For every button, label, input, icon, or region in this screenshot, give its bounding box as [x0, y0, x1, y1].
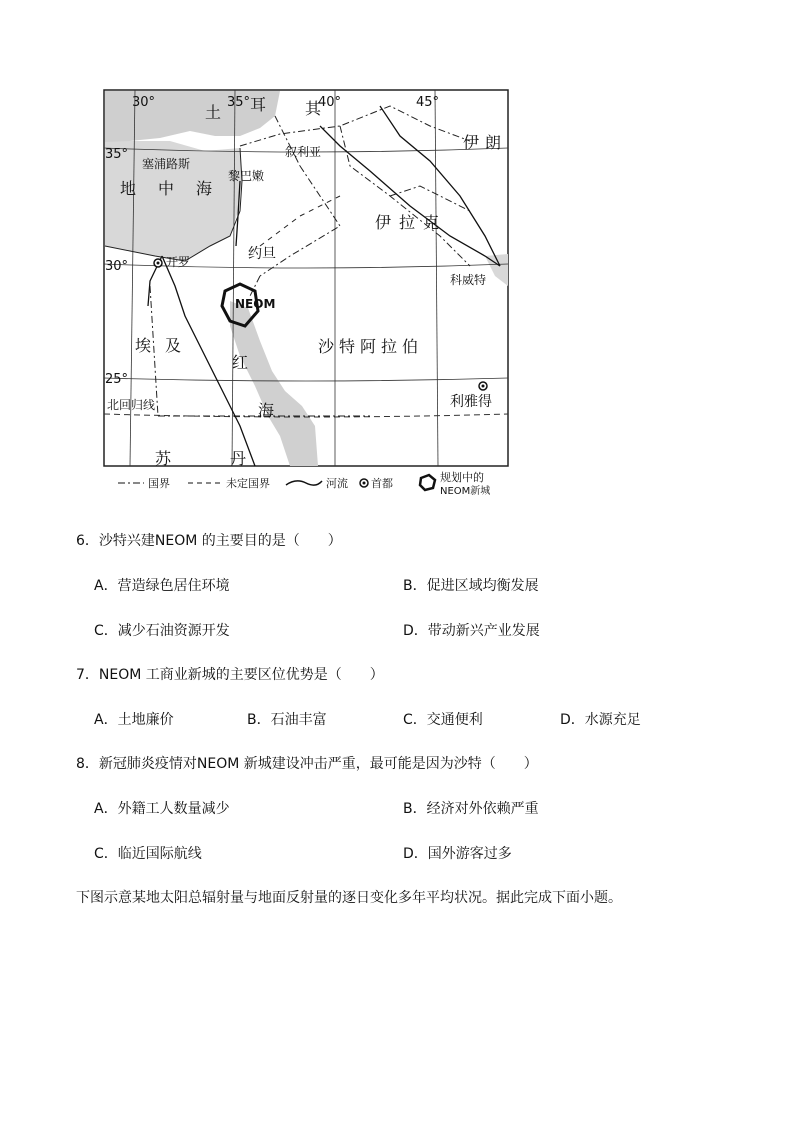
lon-45: 45° — [416, 95, 440, 110]
legend-river: 河流 — [326, 477, 348, 490]
legend-neom-2: NEOM新城 — [440, 486, 491, 497]
legend-border: 国界 — [148, 477, 170, 490]
lat-30: 30° — [105, 259, 129, 274]
label-mediterranean: 地中海 — [120, 179, 235, 198]
q6-option-c[interactable]: C．减少石油资源开发 — [94, 623, 230, 639]
q8-option-d[interactable]: D．国外游客过多 — [403, 846, 512, 862]
neom-legend-icon — [420, 475, 435, 490]
middle-east-map — [90, 86, 520, 506]
question-7-stem: 7．NEOM 工商业新城的主要区位优势是（ ） — [76, 667, 384, 683]
lat-35: 35° — [105, 147, 129, 162]
label-red-sea-1: 红 — [232, 353, 249, 372]
label-sudan-1: 苏 — [155, 449, 172, 468]
label-turkey-1: 土 — [205, 103, 222, 122]
label-turkey-2: 耳 — [250, 95, 267, 114]
q7-option-b[interactable]: B．石油丰富 — [247, 712, 327, 728]
q7-option-c[interactable]: C．交通便利 — [403, 712, 483, 728]
lon-35: 35° — [227, 95, 251, 110]
q6-option-b[interactable]: B．促进区域均衡发展 — [403, 578, 539, 594]
label-tropic: 北回归线 — [107, 398, 156, 412]
label-red-sea-2: 海 — [258, 401, 275, 420]
lat-25: 25° — [105, 372, 129, 387]
label-syria: 叙利亚 — [285, 145, 322, 159]
map-figure — [90, 86, 520, 506]
label-cairo: 开罗 — [166, 255, 191, 269]
label-turkey-3: 其 — [305, 99, 322, 118]
label-lebanon: 黎巴嫩 — [228, 169, 265, 183]
lon-40: 40° — [318, 95, 342, 110]
map-legend — [118, 470, 490, 497]
q8-option-b[interactable]: B．经济对外依赖严重 — [403, 801, 539, 817]
label-riyadh: 利雅得 — [450, 394, 492, 410]
lon-30: 30° — [132, 95, 156, 110]
label-egypt: 埃及 — [135, 336, 196, 355]
legend-neom-1: 规划中的 — [440, 471, 484, 484]
question-8-stem: 8．新冠肺炎疫情对NEOM 新城建设冲击严重，最可能是因为沙特（ ） — [76, 756, 538, 772]
q7-option-d[interactable]: D．水源充足 — [560, 712, 641, 728]
label-saudi: 沙特阿拉伯 — [318, 337, 424, 356]
label-cyprus: 塞浦路斯 — [142, 157, 191, 171]
q8-option-a[interactable]: A．外籍工人数量减少 — [94, 801, 230, 817]
q8-option-c[interactable]: C．临近国际航线 — [94, 846, 202, 862]
q6-option-d[interactable]: D．带动新兴产业发展 — [403, 623, 540, 639]
label-neom: NEOM — [235, 297, 276, 311]
section-intro: 下图示意某地太阳总辐射量与地面反射量的逐日变化多年平均状况。据此完成下面小题。 — [76, 890, 622, 906]
label-kuwait: 科威特 — [450, 273, 487, 287]
label-iran: 伊朗 — [463, 133, 508, 152]
label-sudan-2: 丹 — [230, 449, 247, 468]
q7-option-a[interactable]: A．土地廉价 — [94, 712, 174, 728]
question-6-stem: 6．沙特兴建NEOM 的主要目的是（ ） — [76, 533, 342, 549]
q6-option-a[interactable]: A．营造绿色居住环境 — [94, 578, 230, 594]
label-jordan: 约旦 — [248, 246, 276, 262]
legend-capital: 首都 — [371, 477, 393, 490]
label-iraq: 伊拉克 — [375, 213, 448, 232]
legend-undefined-border: 未定国界 — [226, 477, 270, 490]
